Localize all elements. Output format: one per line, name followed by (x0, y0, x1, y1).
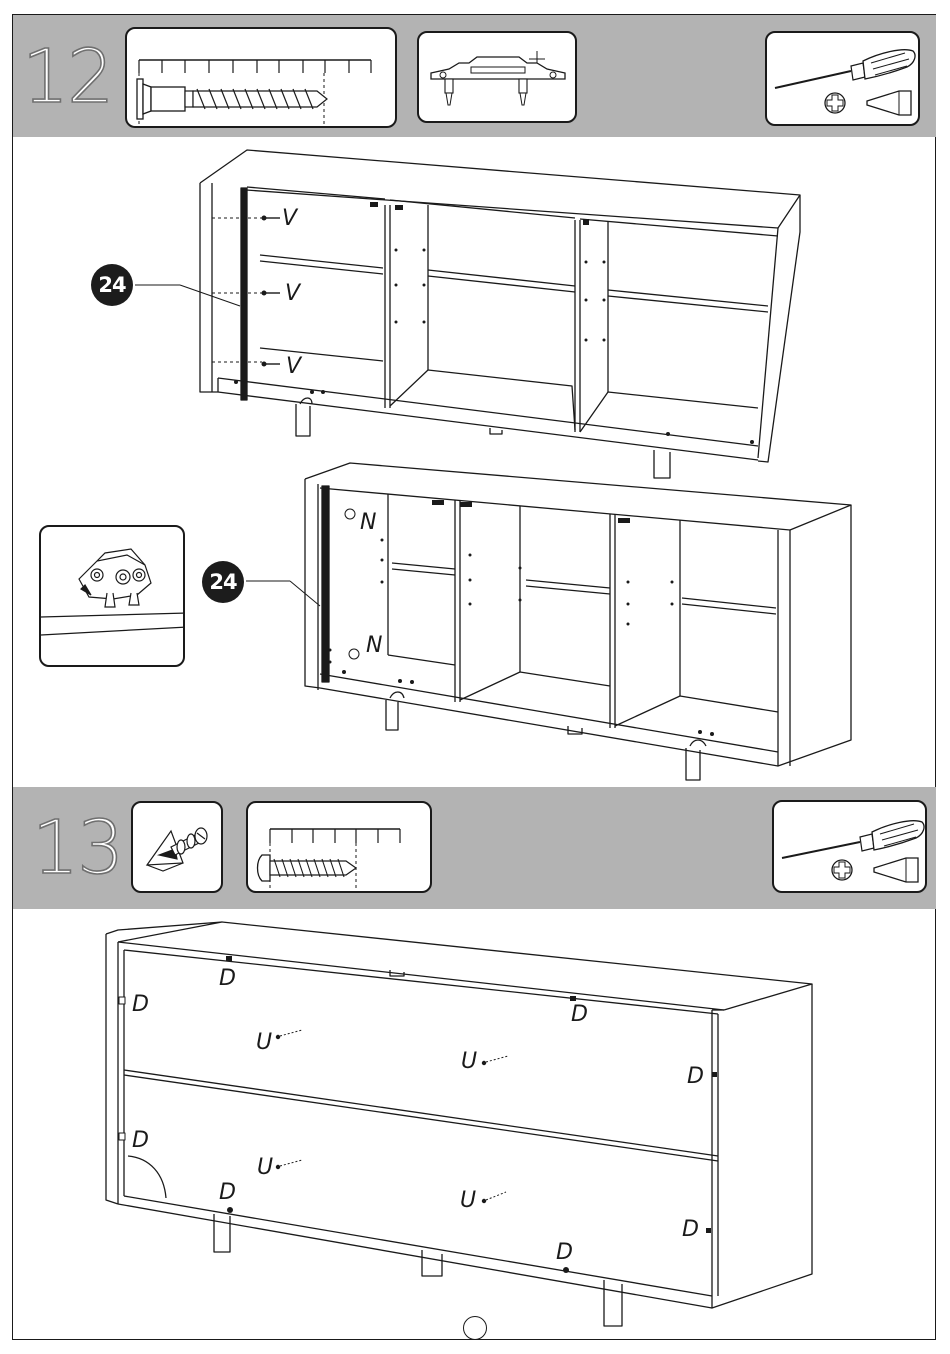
hw-label-v: V (282, 206, 298, 231)
hw-label-n: N (366, 633, 383, 658)
hw-label-d: D (556, 1240, 573, 1265)
hw-label-d: D (132, 992, 149, 1017)
hw-label-d: D (687, 1064, 704, 1089)
hw-label-d: D (132, 1128, 149, 1153)
hw-label-u: U (257, 1155, 274, 1180)
hw-label-u: U (256, 1030, 273, 1055)
page-number-circle (463, 1316, 487, 1340)
hw-label-v: V (286, 354, 302, 379)
hw-label-v: V (285, 281, 301, 306)
hw-label-u: U (460, 1188, 477, 1213)
hw-label-d: D (219, 1180, 236, 1205)
part-badge-24: 24 (202, 561, 244, 603)
hw-label-d: D (219, 966, 236, 991)
cabinet-back (106, 922, 812, 1326)
step-number: 12 (22, 34, 113, 120)
hw-label-d: D (682, 1217, 699, 1242)
hw-label-n: N (360, 510, 377, 535)
hw-label-d: D (571, 1002, 588, 1027)
part-badge-24: 24 (91, 264, 133, 306)
hw-label-u: U (461, 1049, 478, 1074)
step-number: 13 (32, 805, 123, 891)
